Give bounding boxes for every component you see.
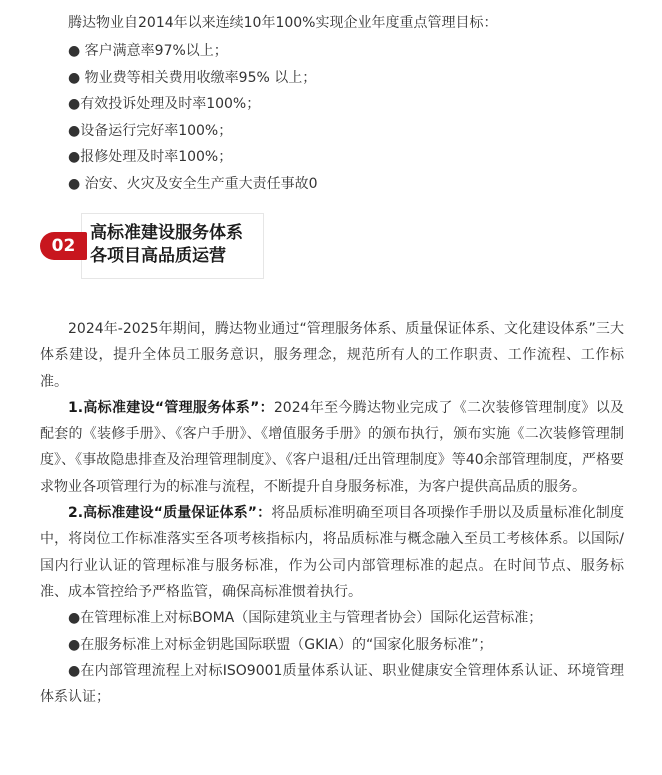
paragraph-overview: 2024年-2025年期间，腾达物业通过“管理服务体系、质量保证体系、文化建设体系”三大体系建设，提升全体员工服务意识，服务理念，规范所有人的工作职责、工作流程、工作标准。 bbox=[40, 321, 624, 390]
list-item: ● 治安、火灾及安全生产重大责任事故0 bbox=[68, 175, 318, 192]
section-body bbox=[40, 316, 624, 710]
target-list bbox=[68, 40, 318, 199]
section-title-line2: 各项目高品质运营 bbox=[90, 246, 226, 266]
bullet-iso: ●在内部管理流程上对标ISO9001质量体系认证、职业健康安全管理体系认证、环境管理体系认证； bbox=[40, 662, 624, 706]
section-number-badge: 02 bbox=[40, 232, 87, 260]
subheading-quality-system: 2.高标准建设“质量保证体系”： bbox=[68, 505, 272, 522]
list-item: ● 物业费等相关费用收缴率95% 以上； bbox=[68, 69, 317, 86]
paragraph-quality-system bbox=[40, 500, 624, 605]
list-item: ●设备运行完好率100%； bbox=[68, 122, 233, 139]
bullet-boma: ●在管理标准上对标BOMA（国际建筑业主与管理者协会）国际化运营标准； bbox=[68, 610, 543, 627]
section-title bbox=[90, 222, 243, 268]
subheading-management-system: 1.高标准建设“管理服务体系”： bbox=[68, 399, 274, 416]
intro-text: 腾达物业自2014年以来连续10年100%实现企业年度重点管理目标： bbox=[68, 15, 498, 31]
list-item: ● 客户满意率97%以上； bbox=[68, 43, 228, 59]
bullet-gkia: ●在服务标准上对标金钥匙国际联盟（GKIA）的“国家化服务标准”； bbox=[68, 636, 493, 653]
paragraph-management-system-text: 2024年至今腾达物业完成了《二次装修管理制度》以及配套的《装修手册》、《客户手册》、《增值服务手册》的颁布执行，颁布实施《二次装修管理制度》、《事故隐患排查及治理管理制度》、《客户退租/迁出管理制度》等40余部管理制度，严格要求物业各项管理行为的标准与流程，不断提升自身服务标准，为客户提供高品质的服务。 bbox=[40, 399, 624, 495]
section-title-line1: 高标准建设服务体系 bbox=[90, 223, 243, 243]
list-item: ●报修处理及时率100%； bbox=[68, 149, 233, 165]
list-item: ●有效投诉处理及时率100%； bbox=[68, 96, 261, 112]
section-header bbox=[40, 213, 265, 279]
paragraph-management-system bbox=[40, 395, 624, 500]
paragraph-quality-system-text: 将品质标准明确至项目各项操作手册以及质量标准化制度中，将岗位工作标准落实至各项考核指标内，将品质标准与概念融入至员工考核体系。以国际/国内行业认证的管理标准与服务标准，作为公司内部管理标准的起点。在时间节点、服务标准、成本管控给予严格监管，确保高标准惯着执行。 bbox=[40, 505, 625, 600]
